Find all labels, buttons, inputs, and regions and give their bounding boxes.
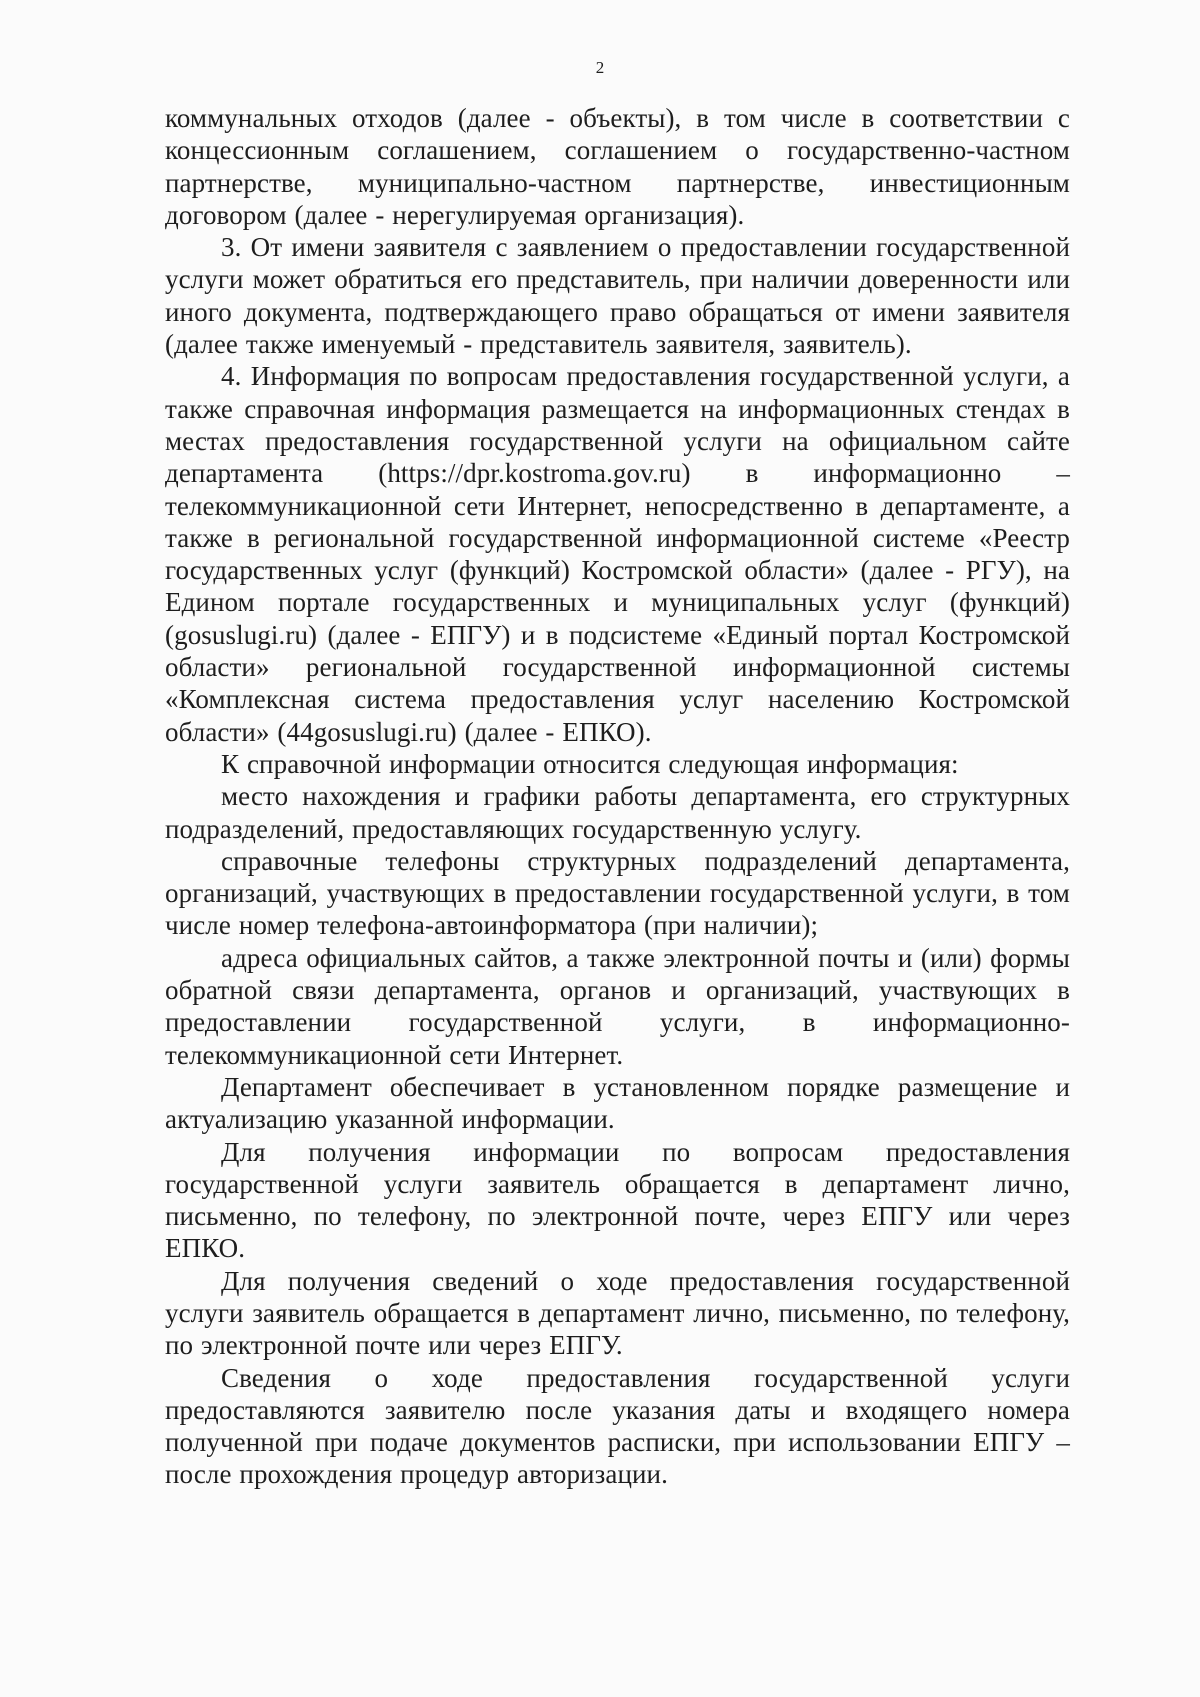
paragraph-continuation: коммунальных отходов (далее - объекты), в том числе в соответствии с концессионным соглашением, соглашением о государственно-частном партнерстве, муниципально-частном партнерстве, инвестиционным договором (далее - нерегулируемая организация). <box>165 103 1070 230</box>
paragraph-item-3: 3. От имени заявителя с заявлением о предоставлении государственной услуги может обратиться его представитель, при наличии доверенности или иного документа, подтверждающего право обращаться от имени заявителя (далее также именуемый - представитель заявителя, заявитель). <box>165 232 1070 360</box>
paragraph-progress-provided: Сведения о ходе предоставления государственной услуги предоставляются заявителю после указания даты и входящего номера полученной при подаче документов расписки, при использовании ЕПГУ – после прохождения процедур авторизации. <box>165 1362 1070 1490</box>
paragraph-item-4: 4. Информация по вопросам предоставления государственной услуги, а также справочная информация размещается на информационных стендах в местах предоставления государственной услуги на официальном сайте департамента (https://dpr.kostroma.gov.ru) в информационно – телекоммуникационной сети Интернет, непосредственно в департаменте, а также в региональной государственной информационной системе «Реестр государственных услуг (функций) Костромской области» (далее - РГУ), на Едином портале государственных и муниципальных услуг (функций) (gosuslugi.ru) (далее - ЕПГУ) и в подсистеме «Единый портал Костромской области» региональной государственной информационной системы «Комплексная система предоставления услуг населению Костромской области» (44gosuslugi.ru) (далее - ЕПКО). <box>165 361 1070 747</box>
page-number: 2 <box>595 58 605 77</box>
paragraph-obtain-info: Для получения информации по вопросам предоставления государственной услуги заявитель обращается в департамент лично, письменно, по телефону, по электронной почте, через ЕПГУ или через ЕПКО. <box>165 1136 1070 1264</box>
document-body <box>165 102 1070 1491</box>
paragraph-websites: адреса официальных сайтов, а также электронной почты и (или) формы обратной связи департамента, органов и организаций, участвующих в предоставлении государственной услуги, в информационно-телекоммуникационной сети Интернет. <box>165 942 1070 1070</box>
paragraph-department-ensures: Департамент обеспечивает в установленном порядке размещение и актуализацию указанной информации. <box>165 1071 1070 1135</box>
paragraph-phones: справочные телефоны структурных подразделений департамента, организаций, участвующих в предоставлении государственной услуги, в том числе номер телефона-автоинформатора (при наличии); <box>165 845 1070 941</box>
paragraph-progress-info: Для получения сведений о ходе предоставления государственной услуги заявитель обращается в департамент лично, письменно, по телефону, по электронной почте или через ЕПГУ. <box>165 1265 1070 1361</box>
paragraph-reference-intro: К справочной информации относится следующая информация: <box>221 748 959 779</box>
paragraph-location: место нахождения и графики работы департамента, его структурных подразделений, предоставляющих государственную услугу. <box>165 781 1070 844</box>
